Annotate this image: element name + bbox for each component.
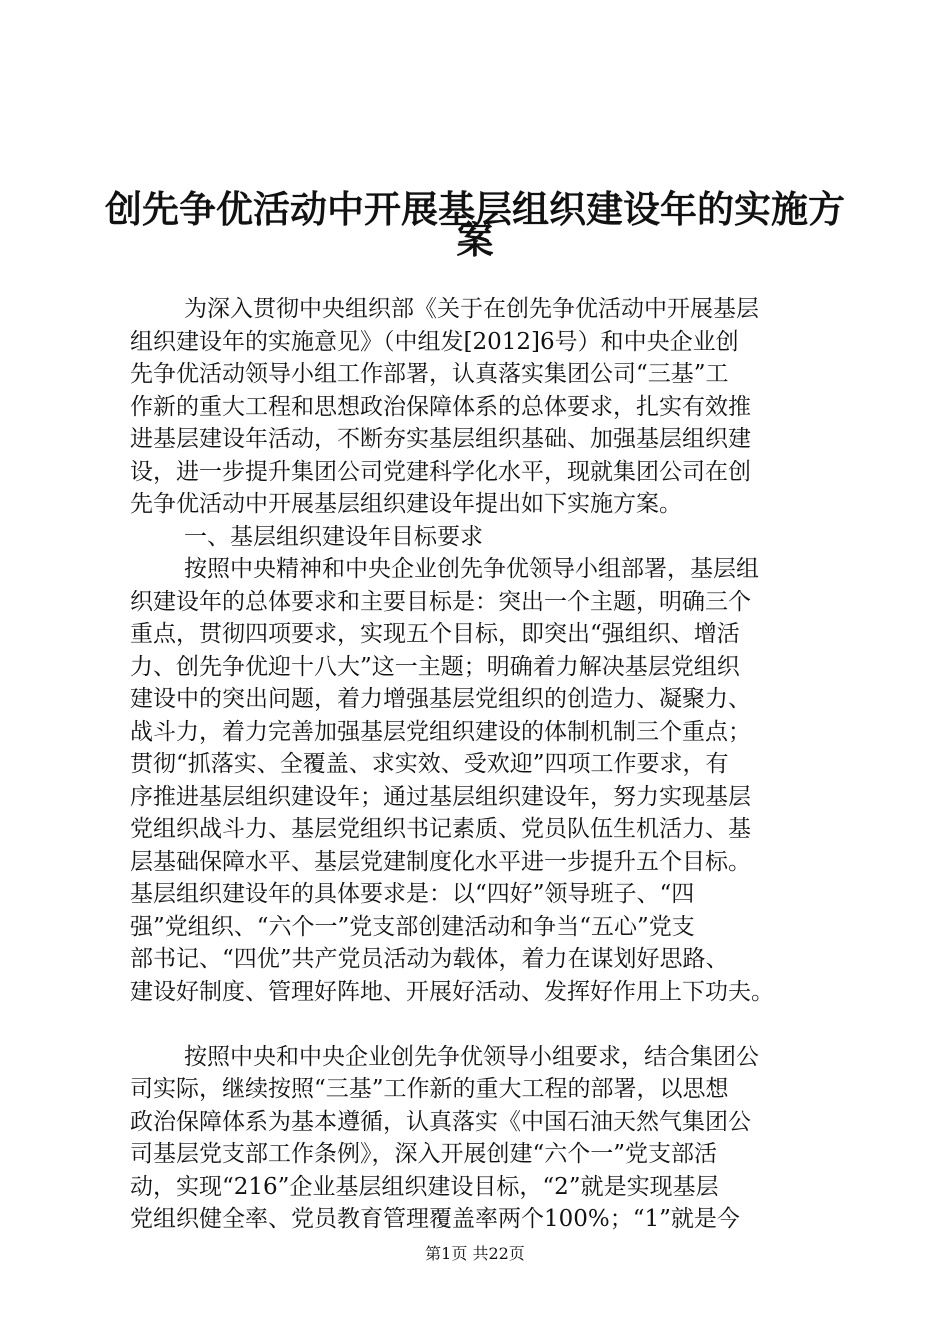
text-line: 按照中央精神和中央企业创先争优领导小组部署，基层组	[184, 556, 759, 582]
text-line: 先争优活动中开展基层组织建设年提出如下实施方案。	[130, 491, 682, 517]
document-title-line-1: 创先争优活动中开展基层组织建设年的实施方	[105, 188, 845, 231]
text-line: 强”党组织、“六个一”党支部创建活动和争当“五心”党支	[130, 913, 695, 940]
document-title-line-2: 案	[456, 219, 494, 262]
text-line: 作新的重大工程和思想政治保障体系的总体要求，扎实有效推	[130, 393, 751, 420]
text-line: 政治保障体系为基本遵循，认真落实《中国石油天然气集团公	[130, 1108, 751, 1135]
text-line: 为深入贯彻中央组织部《关于在创先争优活动中开展基层	[184, 296, 759, 322]
section-heading	[130, 521, 830, 554]
text-line: 建设好制度、管理好阵地、开展好活动、发挥好作用上下功夫。	[130, 978, 774, 1005]
text-line: 层基础保障水平、基层党建制度化水平进一步提升五个目标。	[130, 848, 751, 875]
text-line: 贯彻“抓落实、全覆盖、求实效、受欢迎”四项工作要求，有	[130, 751, 729, 777]
document-body	[130, 293, 830, 1236]
text-line: 党组织战斗力、基层党组织书记素质、党员队伍生机活力、基	[130, 816, 751, 842]
text-line: 司实际，继续按照“三基”工作新的重大工程的部署，以思想	[130, 1076, 729, 1102]
text-line: 基层组织建设年的具体要求是：以“四好”领导班子、“四	[130, 881, 695, 907]
text-line: 织建设年的总体要求和主要目标是：突出一个主题，明确三个	[130, 588, 751, 615]
intro-paragraph	[130, 293, 830, 521]
text-line: 进基层建设年活动，不断夯实基层组织基础、加强基层组织建	[130, 426, 751, 452]
requirements-paragraph	[130, 553, 830, 1008]
text-line: 力、创先争优迎十八大”这一主题；明确着力解决基层党组织	[130, 653, 740, 680]
text-line: 司基层党支部工作条例》，深入开展创建“六个一”党支部活	[130, 1141, 718, 1167]
text-line: 战斗力，着力完善加强基层党组织建设的体制机制三个重点；	[130, 718, 751, 745]
implementation-paragraph	[130, 1041, 830, 1236]
page-number-footer: 第1页 共22页	[425, 1244, 525, 1263]
text-line: 设，进一步提升集团公司党建科学化水平，现就集团公司在创	[130, 458, 751, 485]
section-heading-text: 一、基层组织建设年目标要求	[184, 523, 483, 550]
text-line: 先争优活动领导小组工作部署，认真落实集团公司“三基”工	[130, 361, 729, 387]
text-line: 动，实现“216”企业基层组织建设目标，“2”就是实现基层	[130, 1173, 719, 1200]
text-line: 重点，贯彻四项要求，实现五个目标，即突出“强组织、增活	[130, 621, 740, 647]
text-line: 建设中的突出问题，着力增强基层党组织的创造力、凝聚力、	[130, 686, 751, 712]
text-line: 按照中央和中央企业创先争优领导小组要求，结合集团公	[184, 1043, 759, 1070]
text-line: 序推进基层组织建设年；通过基层组织建设年，努力实现基层	[130, 783, 751, 810]
text-line: 组织建设年的实施意见》（中组发[2012]6号）和中央企业创	[130, 328, 739, 355]
text-line: 部书记、“四优”共产党员活动为载体，着力在谋划好思路、	[130, 946, 729, 972]
text-line: 党组织健全率、党员教育管理覆盖率两个100%；“1”就是今	[130, 1206, 740, 1232]
paragraph-gap	[130, 1008, 830, 1041]
